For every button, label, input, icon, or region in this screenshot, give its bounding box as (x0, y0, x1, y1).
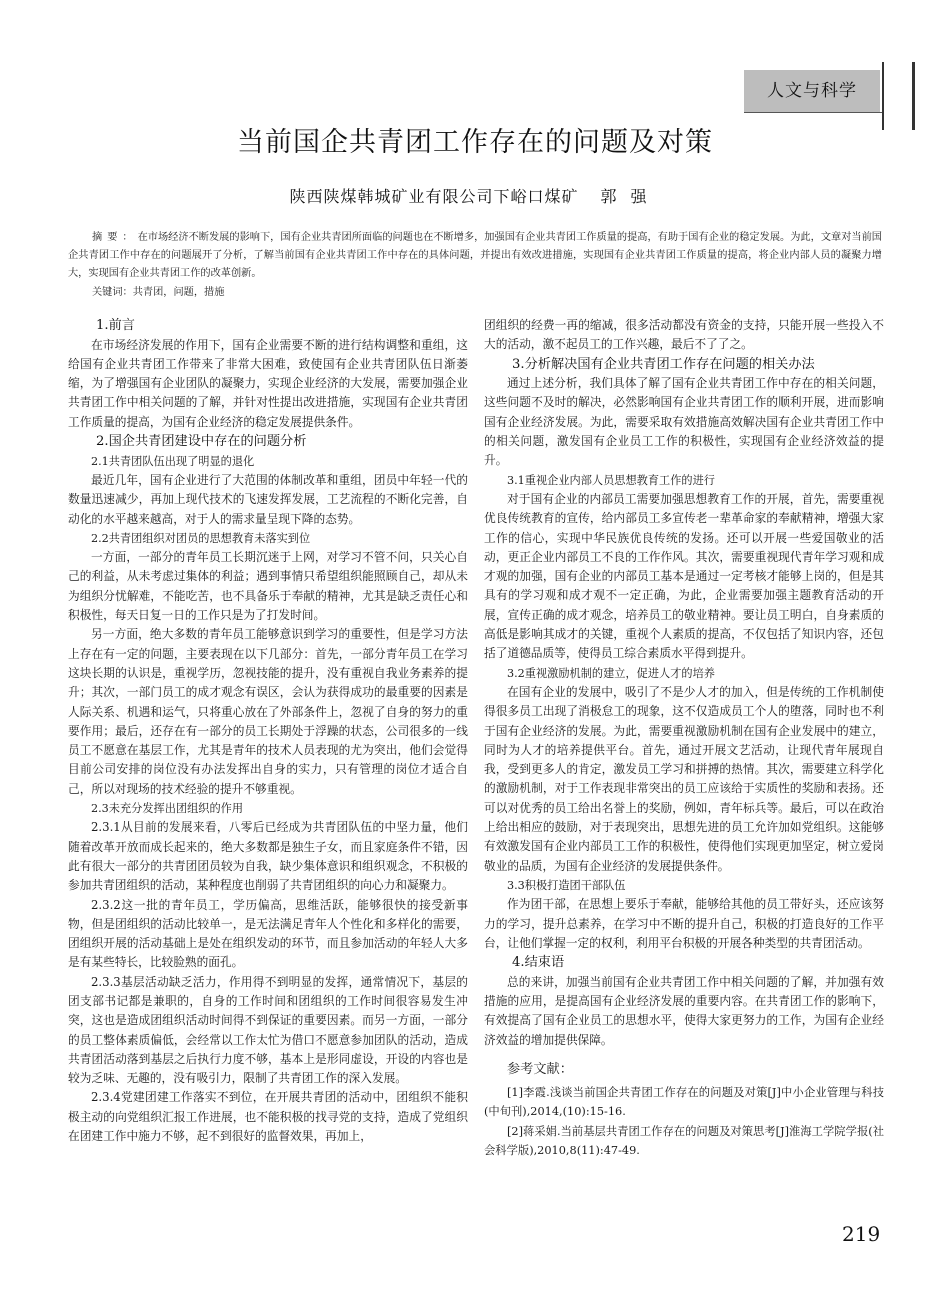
keywords-value: 共青团，问题，措施 (132, 286, 225, 298)
paragraph: 2.3.1从目前的发展来看，八零后已经成为共青团队伍的中坚力量，他们随着改革开放而成长起来的，绝大多数都是独生子女，而且家庭条件不错，因此有很大一部分的共青团团员较为自我，缺少集体意识和组织观念，不积极的参加共青团组织的活动，某种程度也削弱了共青团组织的向心力和凝聚力。 (68, 820, 468, 893)
paragraph: 作为团干部，在思想上要乐于奉献，能够给其他的员工带好头，还应该努力的学习，提升总素养，在学习中不断的提升自己，积极的打造良好的工作平台，让他们掌握一定的权利，利用平台积极的开展各种类型的共青团活动。 (484, 897, 884, 950)
subheading: 2.3未充分发挥出团组织的作用 (91, 802, 244, 816)
left-column (68, 316, 468, 1146)
subheading: 3.3积极打造团干部队伍 (507, 878, 626, 892)
paragraph: 在国有企业的发展中，吸引了不是少人才的加入，但是传统的工作机制使得很多员工出现了消极怠工的现象，这不仅造成员工个人的堕落，同时也不利于国有企业经济的发展。为此，需要重视激励机制在国有企业发展中的建立，同时为人才的培养提供平台。首先，通过开展文艺活动，让现代青年展现自我，受到更多人的肯定，激发员工学习和拼搏的热情。其次，需要建立科学化的激励机制，对于工作表现非常突出的员工应该给于实质性的奖励和表扬。还可以对优秀的员工给出名誉上的奖励，例如，青年标兵等。最后，可以在政治上给出相应的鼓励，对于表现突出，思想先进的员工允许加如党组织。这能够有效激发国有企业内部员工工作的积极性，使得他们实现更加坚定，树立爱岗敬业的品质，为国有企业经济的发展提供条件。 (484, 684, 884, 873)
subheading: 3.2重视激励机制的建立，促进人才的培养 (507, 666, 715, 680)
section-tag: 人文与科学 (744, 70, 880, 112)
paragraph: 2.3.2这一批的青年员工，学历偏高，思维活跃，能够很快的接受新事物，但是团组织的活动比较单一，是无法满足青年人个性化和多样化的需要，团组织开展的活动基础上是处在组织发动的环节，而且参加活动的年轻人大多是有某些特长，比较脸熟的面孔。 (68, 897, 468, 970)
reference-item: [1]李霞.浅谈当前国企共青团工作存在的问题及对策[J]中小企业管理与科技(中旬刊),2014,(10):15-16. (484, 1086, 884, 1119)
paragraph: 总的来讲，加强当前国有企业共青团工作中相关问题的了解，并加强有效措施的应用，是提高国有企业经济发展的重要内容。在共青团工作的影响下，有效提高了国有企业员工的思想水平，使得大家更努力的工作，为国有企业经济效益的增加提供保障。 (484, 974, 884, 1047)
references-heading: 参考文献： (507, 1061, 573, 1077)
subheading: 2.2共青团组织对团员的思想教育未落实到位 (91, 531, 311, 545)
heading-problems: 2.国企共青团建设中存在的问题分析 (96, 434, 307, 450)
abstract-text (68, 229, 882, 284)
heading-solutions: 3.分析解决国有企业共青团工作存在问题的相关办法 (512, 356, 815, 372)
affiliation: 陕西陕煤韩城矿业有限公司下峪口煤矿 (289, 187, 579, 206)
author: 郭强 (600, 187, 661, 206)
paragraph-continued: 团组织的经费一再的缩减，很多活动都没有资金的支持，只能开展一些投入不大的活动，激不起员工的工作兴趣，最后不了了之。 (484, 318, 884, 352)
paragraph: 2.3.4党建团建工作落实不到位，在开展共青团的活动中，团组织不能积极主动的向党组织汇报工作进展，也不能积极的找寻党的支持，造成了党组织在团建工作中施力不够，起不到很好的监督效果，再加上， (68, 1090, 468, 1144)
article-title: 当前国企共青团工作存在的问题及对策 (237, 127, 713, 158)
reference-item: [2]蒋采娟.当前基层共青团工作存在的问题及对策思考[J]淮海工学院学报(社会科学版),2010,8(11):47-49. (484, 1124, 884, 1158)
abstract (68, 229, 882, 302)
header-rule (744, 112, 882, 113)
paragraph: 在市场经济发展的作用下，国有企业需要不断的进行结构调整和重组，这给国有企业共青团工作带来了非常大困难，致使国有企业共青团队伍日渐萎缩，为了增强国有企业团队的凝聚力，实现企业经济的大发展，需要加强企业共青团工作中相关问题的了解，并针对性提出改进措施，实现国有企业共青团工作质量的提高，为国有企业经济的稳定发展提供条件。 (68, 337, 468, 429)
paragraph: 另一方面，绝大多数的青年员工能够意识到学习的重要性，但是学习方法上存在有一定的问题，主要表现在以下几部分：首先，一部分青年员工在学习这块长期的认识是，重视学历，忽视技能的提升，没有重视自我业务素养的提升；其次，一部门员工的成才观念有误区，会认为获得成功的最重要的因素是人际关系、机遇和运气，只将重心放在了外部条件上，忽视了自身的努力的重要作用；最后，还存在有一部分的员工长期处于浮躁的状态，公司很多的一线员工不愿意在基层工作，尤其是青年的技术人员表现的尤为突出，他们会觉得目前公司安排的岗位没有办法发挥出自身的实力，只有管理的岗位才适合自己，所以对现场的技术经验的提升不够重视。 (68, 627, 468, 796)
byline (0, 184, 950, 207)
heading-conclusion: 4.结束语 (512, 955, 565, 971)
keywords (68, 284, 882, 302)
right-column (484, 316, 884, 1160)
subheading: 2.1共青团队伍出现了明显的退化 (91, 454, 255, 468)
paragraph: 对于国有企业的内部员工需要加强思想教育工作的开展，首先，需要重视优良传统教育的宣传，给内部员工多宣传老一辈革命家的奉献精神，增强大家工作的信心，实现中华民族优良传统的发扬。还可以开展一些爱国敬业的活动，更正企业内部员工不良的工作作风。其次，需要重视现代青年学习观和成才观的加强，国有企业的内部员工基本是通过一定考核才能够上岗的，但是其具有的学习观和成才观不一定正确，为此，企业需要加强主题教育活动的开展，宣传正确的成才观念，培养员工的敬业精神。要让员工明白，自身素质的高低是影响其成才的关键，重视个人素质的提高，不仅包括了知识内容，还包括了道德品质等，使得员工综合素质水平得到提升。 (484, 491, 884, 661)
keywords-label: 关键词： (92, 286, 133, 298)
abstract-body: 在市场经济不断发展的影响下，国有企业共青团所面临的问题也在不断增多，加强国有企业共青团工作质量的提高，有助于国有企业的稳定发展。为此，文章对当前国企共青团工作中存在的问题展开了分析，了解当前国有企业共青团工作中存在的具体问题，并提出有效改进措施，实现国有企业共青团工作质量的提高，将企业内部人员的凝聚力增大，实现国有企业共青团工作的改革创新。 (68, 232, 882, 280)
paragraph: 2.3.3基层活动缺乏活力，作用得不到明显的发挥，通常情况下，基层的团支部书记都是兼职的，自身的工作时间和团组织的工作时间很容易发生冲突，这也是造成团组织活动时间得不到保证的重要因素。而另一方面，一部分的员工整体素质偏低，会经常以工作太忙为借口不愿意参加团队的活动，造成共青团活动落到基层之后执行力度不够，基本上是形同虚设，开设的内容也是较为乏味、无趣的，没有吸引力，限制了共青团工作的深入发展。 (68, 974, 468, 1086)
paragraph: 通过上述分析，我们具体了解了国有企业共青团工作中存在的相关问题，这些问题不及时的解决，必然影响国有企业共青团工作的顺利开展，进而影响国有企业经济发展。为此，需要采取有效措施高效解决国有企业共青团工作中的相关问题，激发国有企业员工工作的积极性，实现国有企业经济效益的提升。 (484, 376, 884, 468)
page-number: 219 (842, 1222, 881, 1246)
paragraph: 最近几年，国有企业进行了大范围的体制改革和重组，团员中年轻一代的数量迅速减少，再加上现代技术的飞速发挥发展，工艺流程的不断化完善，自动化的水平越来越高，对于人的需求量呈现下降的态势。 (68, 472, 468, 526)
heading-intro: 1.前言 (96, 318, 135, 333)
abstract-label: 摘要： (92, 232, 138, 243)
subheading: 3.1重视企业内部人员思想教育工作的进行 (507, 473, 715, 487)
paragraph: 一方面，一部分的青年员工长期沉迷于上网，对学习不管不问，只关心自己的利益，从未考虑过集体的利益；遇到事情只希望组织能照顾自己，却从未为组织分忧解难，不能吃苦，也不具备乐于奉献的精神，尤其是缺乏责任心和积极性，每天日复一日的工作只是为了打发时间。 (68, 550, 468, 623)
